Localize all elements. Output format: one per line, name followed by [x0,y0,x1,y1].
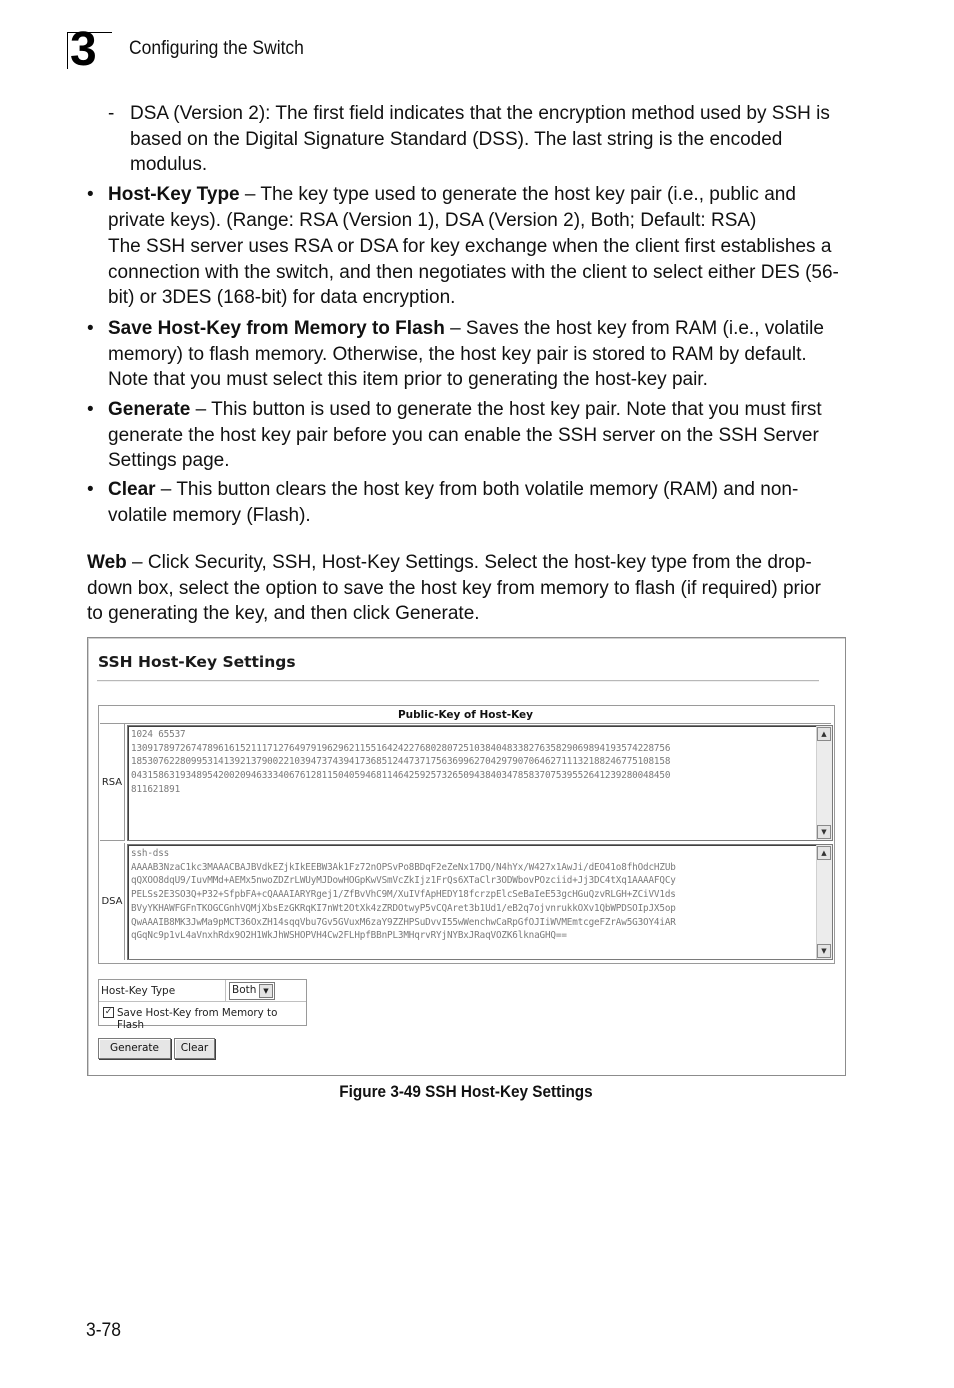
bullet-mark: • [87,318,94,339]
cell-divider [225,980,226,1001]
bullet-term: Generate [108,399,191,420]
bullet-description: – The key type used to generate the host key pair (i.e., public and private keys). (Range: RSA (Version 1), DSA (Version 2), Both; Default: RSA) [108,184,796,231]
rsa-key-value: 1024 65537 130917897267478961615211171276497919629621155164242276802807251038404833827635829069894193574228756 185307622809953141392137900221039473743941736851244737175636996270429790706462711132188246775108158 043158631934895420020946333406761281150405946811464259257326509438403478583707539552641239280048450 811621891 [131,729,671,795]
chapter-number: 3 [70,23,97,76]
bullet-mark: • [87,399,94,420]
title-divider [97,680,819,682]
dsa-key-textarea[interactable] [127,844,833,960]
bullet-description: – This button is used to generate the host key pair. Note that you must first generate the host key pair before you can enable the SSH server on the SSH Server Settings page. [108,399,822,471]
web-term: Web [87,552,127,573]
bullet-generate [87,397,849,474]
public-key-table [98,705,835,964]
host-key-type-select[interactable] [229,982,275,1000]
host-key-type-row [99,980,306,1002]
save-to-flash-checkbox[interactable]: ✓ [104,1007,113,1017]
scroll-down-icon[interactable]: ▼ [817,944,831,958]
bullet-save-host-key [87,316,849,393]
generate-button[interactable]: Generate [98,1038,171,1059]
save-to-flash-row [99,1002,306,1031]
scroll-up-icon[interactable]: ▲ [817,727,831,741]
bullet-mark: • [87,184,94,205]
bullet-host-key-type [87,182,849,311]
bullet-term: Clear [108,479,156,500]
web-text: – Click Security, SSH, Host-Key Settings. Select the host-key type from the drop-down box, select the option to save the host key from memory to flash (if required) prior to generating the key, and then click Generate. [87,552,821,624]
rsa-key-textarea[interactable] [127,725,833,841]
bullet-extra-text: The SSH server uses RSA or DSA for key exchange when the client first establishes a connection with the switch, and then negotiates with the client to select either DES (56-bit) or 3DES (168-bit) for data encryption. [108,236,839,308]
dsa-scrollbar[interactable] [816,845,832,959]
scroll-down-icon[interactable]: ▼ [817,825,831,839]
dsa-row-label: DSA [100,843,125,960]
bullet-description: – Saves the host key from RAM (i.e., volatile memory) to flash memory. Otherwise, the host key pair is stored to RAM by default. Note that you must select this item prior to generating the host-key pair. [108,318,824,390]
bullet-text [108,477,849,528]
public-key-table-header: Public-Key of Host-Key [100,707,831,724]
chevron-down-icon[interactable]: ▼ [259,984,273,998]
bullet-term: Save Host-Key from Memory to Flash [108,318,445,339]
figure-caption: Figure 3-49 SSH Host-Key Settings [339,1082,593,1101]
scroll-up-icon[interactable]: ▲ [817,846,831,860]
page-number: 3-78 [86,1320,121,1341]
rsa-row-label: RSA [100,724,125,841]
dsa-note-text: DSA (Version 2): The first field indicates that the encryption method used by SSH is based on the Digital Signature Standard (DSS). The last string is the encoded modulus. [130,103,830,175]
host-key-type-label: Host-Key Type [101,985,176,997]
dsa-key-value: ssh-dss AAAAB3NzaC1kc3MAAACBAJBVdkEZjkIkEEBW3Ak1Fz72nOPSvPo8BDqF2eZeNx17DQ/N4hYx/W427x1AwJi/dEO41o8fhOdcHZUb qQXOO8dqU9/IuvMMd+AEMx5nwoZDZrLWUyMJDowHOGpKwVSmVcZkIjz1FrQs6XTaClr3ODWbovPOzciid+Jj3DC4tXq1AAAAFQCy PELSs2E3SO3Q+P32+SfpbFA+cQAAAIARYRgej1/ZfBvVhC9M/XuIVfApHEDY18fcrzpElcSeBaIeE53gcHGuQzvRLGH+ZCiVV1ds BVyYKHAWFGFnTKOGCGnhVQMjXbsEzGKRqKI7nWt2OtXk4zZRDOtwyP5vCQAret3b1Ud1/eB2q7ojvnrukkOXv1QbWPDSOIpJX5op QwAAAIB8MK3JwMa9pMCT36OxZH14sqqVbu7Gv5GVuxM6zaY9ZZHPSuDvvI55wWenchwCaRpGfOJIiWVMEmtcgeFZrAw5G3OY4iAR qGqNc9p1vL4aVnxhRdx9O2H1WkJhWSHOPVH4Cw2FLHpfBBnPL3MHqrvRYjNYBxJRaqVOZK6lknaGHQ== [131,848,676,942]
web-instructions [87,550,837,627]
host-key-options [98,979,307,1031]
panel-title: SSH Host-Key Settings [98,653,296,671]
bullet-clear [87,477,849,528]
bullet-text [108,182,849,233]
save-to-flash-label: Save Host-Key from Memory to Flash [117,1007,278,1031]
running-header-title: Configuring the Switch [129,38,304,59]
bullet-text [108,316,849,393]
host-key-type-value: Both [232,984,257,996]
rsa-scrollbar[interactable] [816,726,832,840]
dsa-version-note [108,101,838,178]
bullet-text [108,397,849,474]
clear-button[interactable]: Clear [174,1038,215,1059]
bullet-mark: • [87,479,94,500]
dash-mark: - [108,103,115,124]
ssh-host-key-settings-screenshot [87,637,846,1076]
bullet-term: Host-Key Type [108,184,240,205]
bullet-description: – This button clears the host key from both volatile memory (RAM) and non-volatile memory (Flash). [108,479,799,526]
